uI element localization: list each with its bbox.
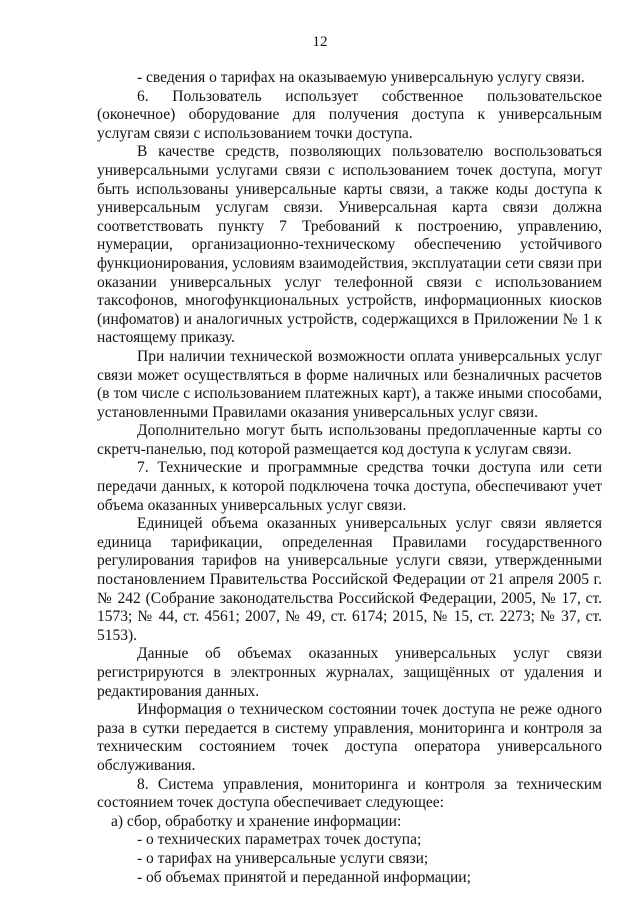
paragraph: Данные об объемах оказанных универсальных услуг связи регистрируются в электронных журналах, защищённых от удаления и редактирования данных.	[97, 645, 602, 700]
paragraph: - о тарифах на универсальные услуги связи;	[137, 849, 429, 867]
paragraph: Единицей объема оказанных универсальных услуг связи является единица тарификации, определенная Правилами государственного регулирования тарифов на универсальные услуги связи, утвержденными постановлением Правительства Российской Федерации от 21 апреля 2005 г. № 242 (Собрание законодательства Российской Федерации, 2005, № 17, ст. 1573; № 44, ст. 4561; 2007, № 49, ст. 6174; 2015, № 15, ст. 2273; № 37, ст. 5153).	[97, 515, 602, 644]
document-body	[97, 69, 602, 887]
paragraph: 7. Технические и программные средства точки доступа или сети передачи данных, к которой подключена точка доступа, обеспечивают учет объема оказанных универсальных услуг связи.	[97, 459, 602, 514]
paragraph: В качестве средств, позволяющих пользователю воспользоваться универсальными услугами связи с использованием точек доступа, могут быть использованы универсальные карты связи, а также коды доступа к универсальным услугам связи. Универсальная карта связи должна соответствовать пункту 7 Требований к построению, управлению, нумерации, организационно-техническому обеспечению устойчивого функционирования, условиям взаимодействия, эксплуатации сети связи при оказании универсальных услуг телефонной связи с использованием таксофонов, многофункциональных устройств, информационных киосков (инфоматов) и аналогичных устройств, содержащихся в Приложении № 1 к настоящему приказу.	[97, 143, 602, 347]
paragraph: Информация о техническом состоянии точек доступа не реже одного раза в сутки передается в систему управления, мониторинга и контроля за техническим состоянием точек доступа оператора универсального обслуживания.	[97, 701, 602, 774]
paragraph: - об объемах принятой и переданной информации;	[137, 868, 471, 886]
page-number: 12	[312, 34, 328, 50]
paragraph: Дополнительно могут быть использованы предоплаченные карты со скретч-панелью, под которой размещается код доступа к услугам связи.	[97, 422, 602, 458]
paragraph: 8. Система управления, мониторинга и контроля за техническим состоянием точек доступа обеспечивает следующее:	[97, 775, 602, 812]
paragraph: - о технических параметрах точек доступа;	[137, 831, 422, 849]
paragraph: 6. Пользователь использует собственное пользовательское (оконечное) оборудование для получения доступа к универсальным услугам связи с использованием точки доступа.	[97, 87, 602, 142]
paragraph: При наличии технической возможности оплата универсальных услуг связи может осуществляться в форме наличных или безналичных расчетов (в том числе с использованием платежных карт), а также иными способами, установленными Правилами оказания универсальных услуг связи.	[97, 347, 602, 421]
paragraph: а) сбор, обработку и хранение информации:	[111, 812, 402, 830]
paragraph: - сведения о тарифах на оказываемую универсальную услугу связи.	[137, 69, 585, 86]
